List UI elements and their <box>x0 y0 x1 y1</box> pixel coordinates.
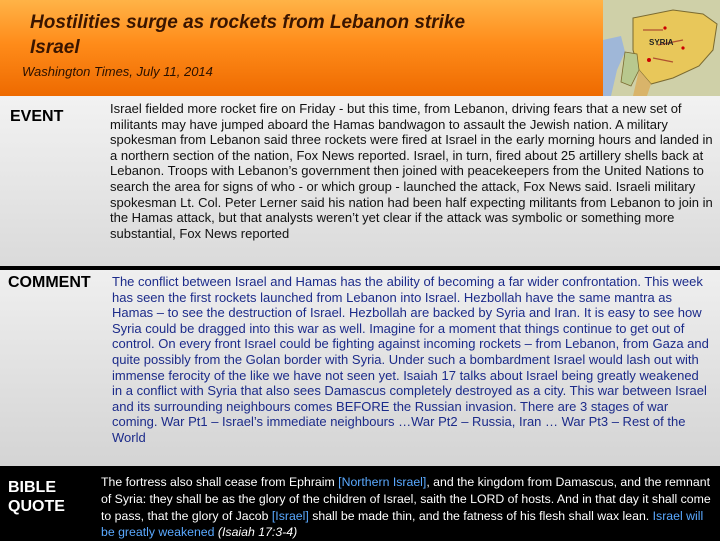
title-line-2: Israel <box>30 37 80 58</box>
map-graphic <box>603 0 720 96</box>
bible-text-part-1: The fortress also shall cease from Ephraim <box>101 475 339 489</box>
bible-text-part-2: , and the kingdom from Damascus, and the remnant of Syria: they shall be as the glory of the children of Israel, saith the LORD of hosts. And in that day it shall come to pass, that the glory of Jacob <box>101 475 711 523</box>
event-label: EVENT <box>10 108 64 125</box>
bible-label-line-2: QUOTE <box>8 498 65 515</box>
bible-highlight-northern-israel: [Northern Israel] <box>338 475 427 489</box>
map-label: SYRIA <box>649 38 674 47</box>
title-line-1: Hostilities surge as rockets from Lebanon strike <box>30 12 466 33</box>
page-title <box>30 10 590 60</box>
source-subtitle: Washington Times, July 11, 2014 <box>22 64 213 79</box>
bible-highlight-israel: [Israel] <box>271 508 309 523</box>
event-text: Israel fielded more rocket fire on Friday - but this time, from Lebanon, driving fears that a new set of militants may have jumped aboard the Hamas bandwagon to assault the Jewish nation. A military spokesman from Lebanon said three rockets were fired at Israel in the early morning hours and landed in a northern section of the nation, Fox News reported. Israel, in turn, fired about 25 artillery shells back at Lebanon. Troops with Lebanon’s government then joined with peacekeepers from the United Nations to search the area for signs of who - or which group - launched the attack, Fox News said. Israeli military spokesman Lt. Col. Peter Lerner said his nation had been half expecting militants from Lebanon to join in the Hamas attack, but that analysts weren’t yet clear if the attack was symbolic or something more substantial, Fox News reported <box>110 101 713 241</box>
bible-label-line-1: BIBLE <box>8 479 56 496</box>
bible-text-part-3: shall be made thin, and the fatness of his flesh shall wax lean. <box>308 508 653 523</box>
bible-reference: (Isaiah 17:3-4) <box>217 525 298 540</box>
header-banner <box>0 0 603 96</box>
syria-map-image <box>603 0 720 96</box>
bible-highlight-weakened: Israel will be greatly weakened <box>101 508 704 540</box>
bible-quote-label <box>8 478 88 516</box>
bible-quote-text <box>101 474 715 541</box>
comment-label: COMMENT <box>8 274 91 291</box>
comment-text: The conflict between Israel and Hamas has the ability of becoming a far wider confrontation. This week has seen the first rockets launched from Lebanon into Israel. Hezbollah have the same mantra as Hamas – to see the destruction of Israel. Hezbollah are backed by Syria and Iran. It is easy to see how Syria could be dragged into this war as well. Imagine for a moment that things continue to get out of control. On every front Israel could be fighting against incoming rockets – from Lebanon, from Gaza and quite possibly from the Golan border with Syria. Under such a bombardment Israel would lash out with immense ferocity of the like we have not seen yet. Isaiah 17 talks about Israel being greatly weakened in a conflict with Syria that also sees Damascus completely destroyed as a city. This war between Israel and its surrounding neighbours comes BEFORE the Russian invasion. There are 3 stages of war coming. War Pt1 – Israel’s immediate neighbours …War Pt2 – Russia, Iran … War Pt3 – Rest of the World <box>112 274 709 445</box>
